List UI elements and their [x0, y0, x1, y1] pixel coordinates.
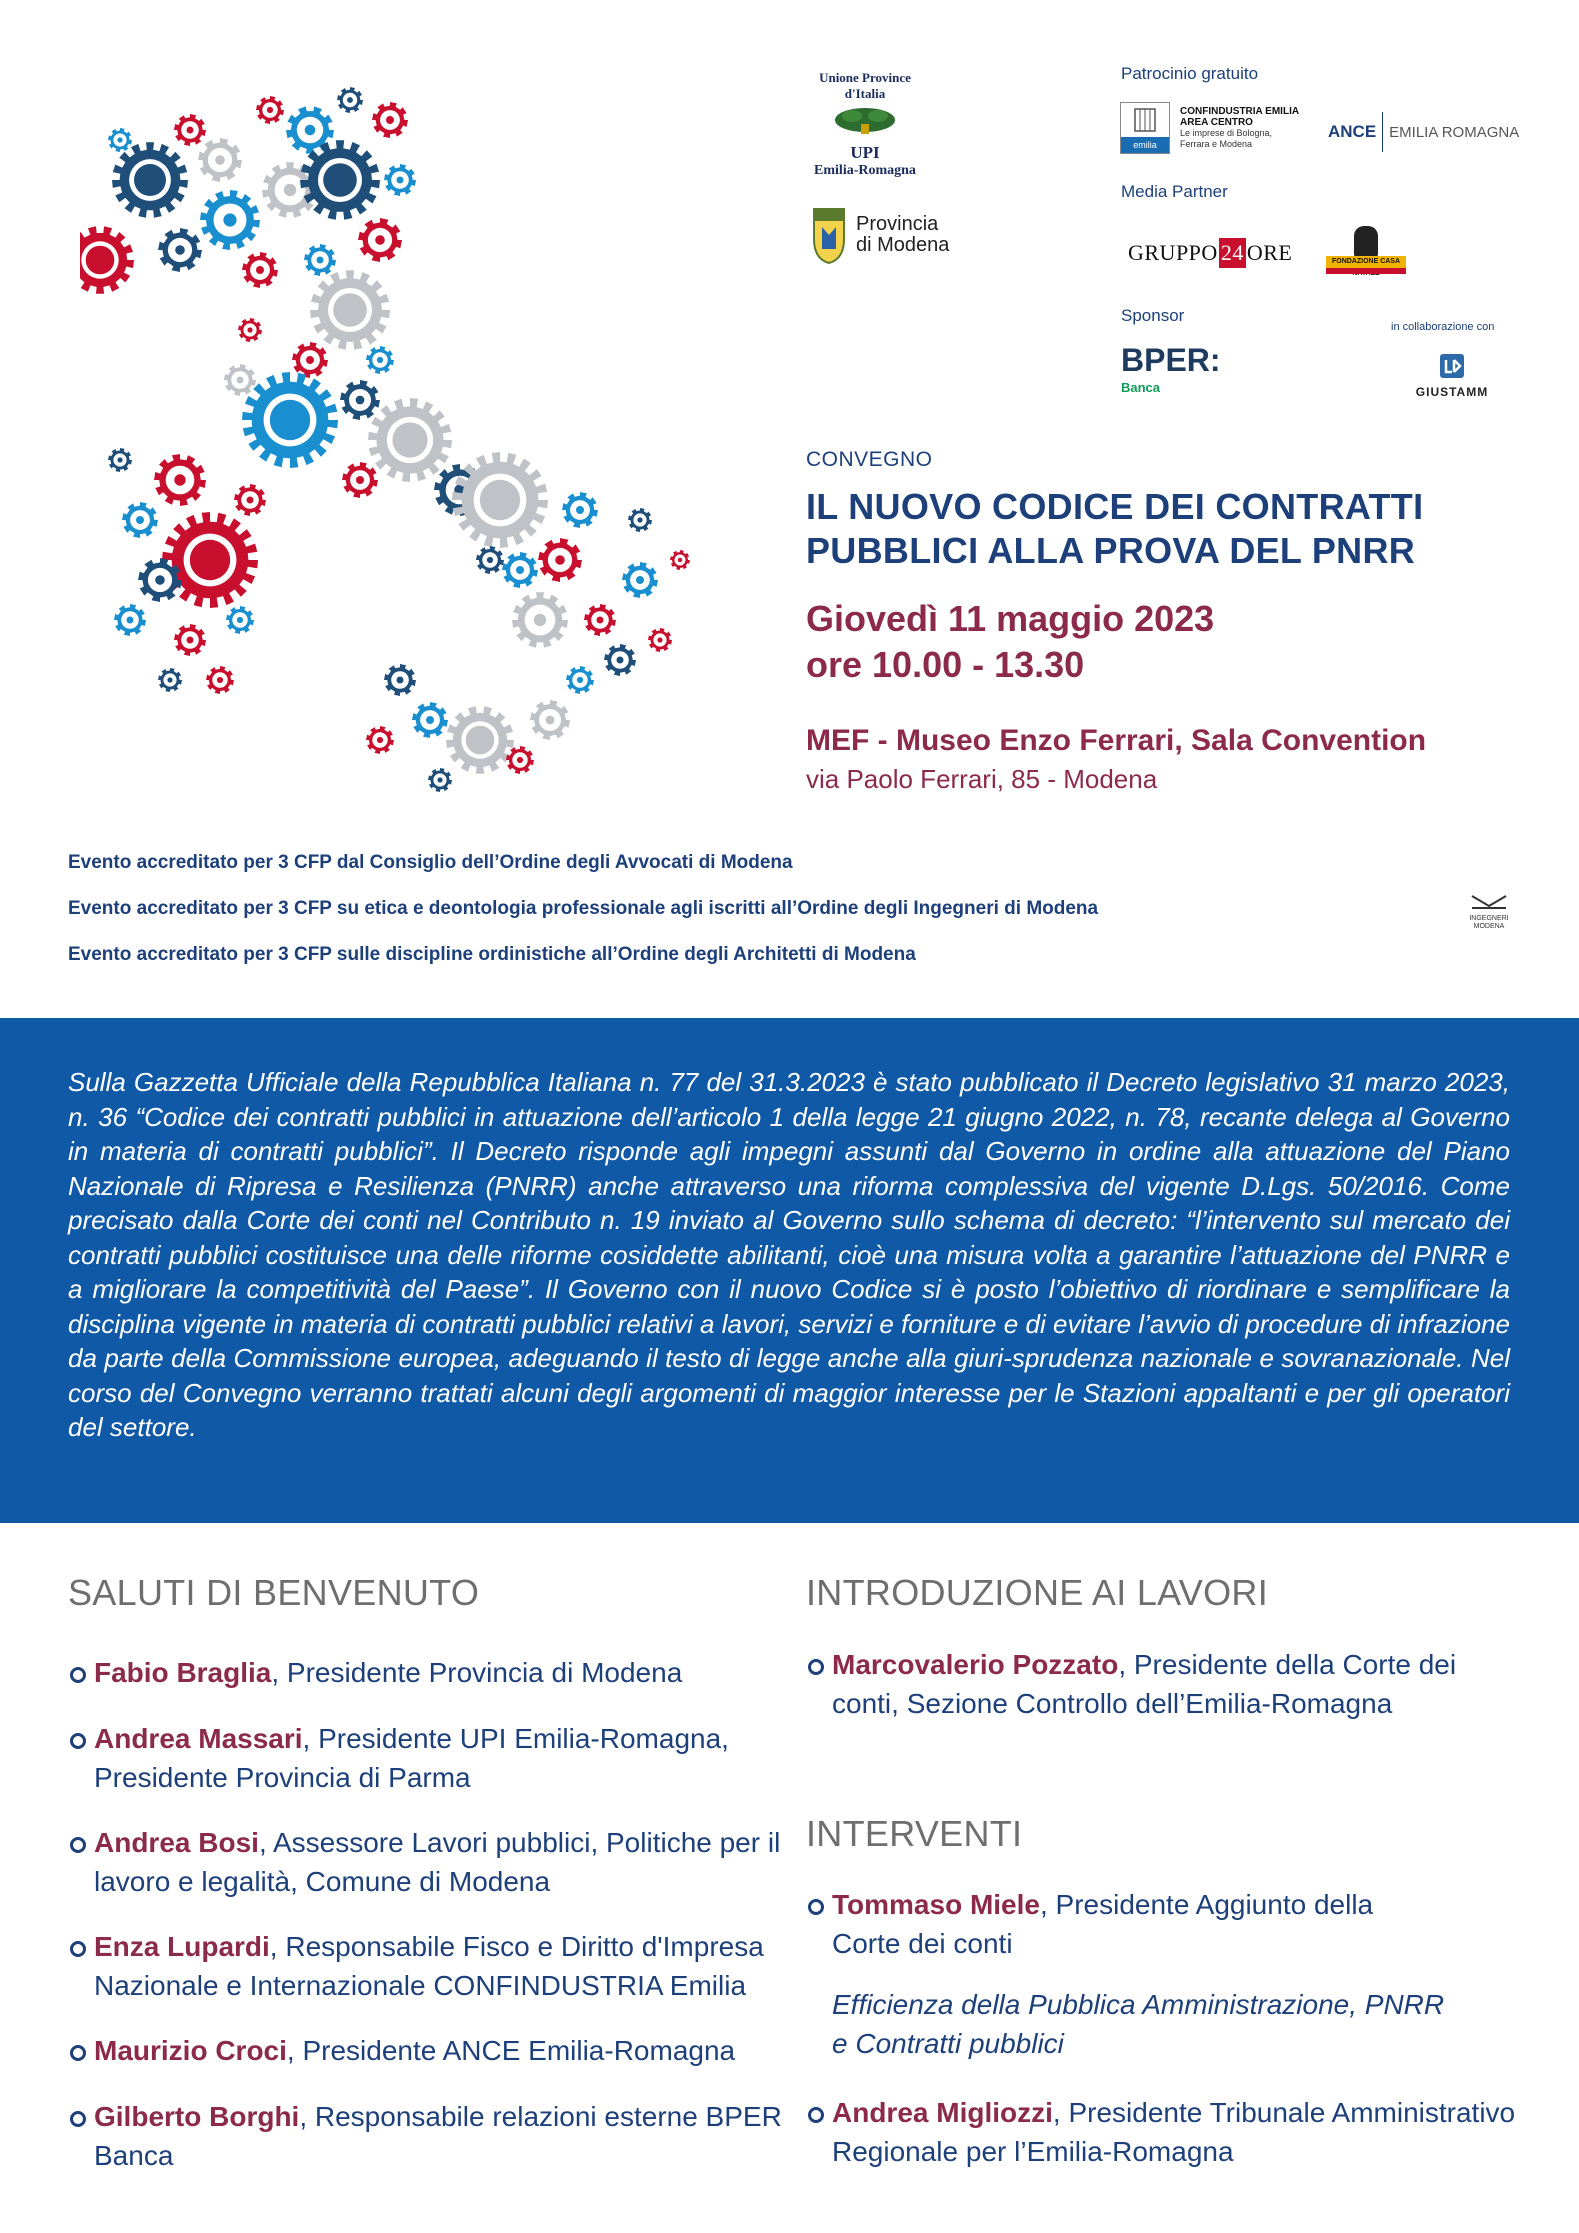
- speaker-item: [68, 2031, 788, 2070]
- speaker-role: , Presidente Provincia di Modena: [271, 1657, 683, 1688]
- confindustria-emblem-text: emilia: [1121, 137, 1169, 153]
- gear-icon: [292, 342, 328, 378]
- gruppo-text: GRUPPO: [1128, 240, 1218, 265]
- event-title-line2: PUBBLICI ALLA PROVA DEL PNRR: [806, 530, 1416, 571]
- event-kind: CONVEGNO: [806, 448, 933, 471]
- speaker-role: , Presidente ANCE Emilia-Romagna: [286, 2035, 736, 2066]
- ingegneri-line2: MODENA: [1473, 923, 1505, 930]
- gear-icon: [366, 726, 394, 754]
- ingegneri-mark-icon: [1470, 894, 1508, 910]
- accreditation-line: Evento accreditato per 3 CFP dal Consiglio dell’Ordine degli Avvocati di Modena: [68, 852, 793, 873]
- gear-icon: [566, 666, 594, 694]
- gear-icon: [114, 604, 146, 636]
- speaker-name: Andrea Massari: [94, 1723, 303, 1754]
- upi-name: UPI: [850, 143, 880, 162]
- gear-icon: [300, 140, 380, 220]
- gear-icon: [512, 592, 568, 647]
- speaker-name: Gilberto Borghi: [94, 2101, 300, 2132]
- gear-icon: [174, 624, 206, 656]
- confindustria-sub2: Ferrara e Modena: [1180, 139, 1253, 149]
- provincia-line2: di Modena: [856, 234, 950, 256]
- confindustria-emblem: [1120, 102, 1170, 154]
- gear-icon: [384, 164, 416, 196]
- gear-icon: [234, 484, 266, 516]
- confindustria-sub1: Le imprese di Bologna,: [1180, 128, 1273, 138]
- italy-gear-map: [80, 60, 760, 800]
- event-address: via Paolo Ferrari, 85 - Modena: [806, 764, 1158, 794]
- talk-topic: Efficienza della Pubblica Amministrazione, PNRR e Contratti pubblici: [832, 1989, 1445, 2059]
- gear-icon: [226, 606, 254, 634]
- speaker-name: Fabio Braglia: [94, 1657, 272, 1688]
- event-date: Giovedì 11 maggio 2023: [806, 598, 1215, 639]
- upi-region: Emilia-Romagna: [814, 163, 916, 178]
- ingegneri-line1: INGEGNERI: [1469, 915, 1509, 922]
- provincia-line1: Provincia: [856, 213, 939, 235]
- gear-icon: [412, 702, 448, 738]
- giustamm-name: GIUSTAMM: [1415, 385, 1489, 399]
- gear-icon: [446, 706, 514, 774]
- gear-icon: [122, 502, 158, 538]
- speaker-role: , Presidente della Corte dei conti, Sezione Controllo dell’Emilia-Romagna: [832, 1649, 1457, 1719]
- gear-icon: [174, 114, 206, 146]
- gear-icon: [108, 128, 132, 152]
- portrait-icon: [1354, 226, 1378, 258]
- confindustria-mark-icon: [1121, 103, 1169, 137]
- gruppo-24-ore-logo: [1128, 238, 1292, 268]
- confindustria-area: AREA CENTRO: [1180, 117, 1253, 128]
- gear-icon: [112, 142, 188, 218]
- giustamm-mark-icon: [1436, 352, 1468, 380]
- gear-icon: [452, 452, 548, 548]
- gear-icon: [80, 226, 134, 294]
- speaker-item: [806, 1885, 1446, 2063]
- speaker-item: [68, 1653, 788, 1692]
- laurel-icon: [830, 102, 900, 136]
- fondazione-stripe: [1326, 268, 1406, 274]
- gear-icon: [337, 87, 363, 113]
- gear-icon: [198, 138, 242, 182]
- confindustria-name: CONFINDUSTRIA EMILIA: [1180, 106, 1300, 117]
- gear-icon: [256, 96, 284, 124]
- gear-icon: [108, 448, 132, 472]
- collaboration-label: in collaborazione con: [1391, 321, 1495, 333]
- saluti-heading: SALUTI DI BENVENUTO: [68, 1572, 480, 1613]
- gear-icon: [628, 508, 652, 532]
- gear-icon: [372, 102, 408, 138]
- gear-icon: [242, 372, 338, 468]
- speaker-name: Andrea Migliozzi: [832, 2097, 1053, 2128]
- gear-icon: [358, 218, 402, 262]
- gear-icon: [342, 462, 378, 498]
- intro-band: [0, 1018, 1579, 1523]
- speaker-name: Tommaso Miele: [832, 1889, 1040, 1920]
- gear-icon: [304, 244, 336, 276]
- gruppo-24-text: 24: [1219, 238, 1246, 268]
- speaker-item: [68, 1823, 788, 1901]
- gear-icon: [648, 628, 672, 652]
- gruppo-ore-text: ORE: [1246, 240, 1293, 265]
- speaker-role: , Presidente UPI Emilia-Romagna, Presidente Provincia di Parma: [94, 1723, 729, 1793]
- gear-icon: [604, 644, 636, 676]
- bper-logo: BPER:: [1121, 342, 1221, 378]
- gear-icon: [310, 270, 390, 350]
- introduzione-heading: INTRODUZIONE AI LAVORI: [806, 1572, 1268, 1613]
- ance-name: ANCE: [1328, 122, 1377, 141]
- speaker-item: [806, 1645, 1526, 1723]
- interventi-heading: INTERVENTI: [806, 1813, 1023, 1854]
- gear-icon: [200, 190, 260, 250]
- bper-subtitle: Banca: [1121, 380, 1161, 395]
- gear-icon: [670, 550, 690, 570]
- speaker-name: Maurizio Croci: [94, 2035, 287, 2066]
- provincia-crest-icon: [810, 205, 848, 265]
- gear-icon: [502, 552, 538, 588]
- giustamm-logo: [1412, 352, 1492, 399]
- event-title: [806, 485, 1423, 573]
- gear-icon: [530, 700, 570, 740]
- gear-icon: [384, 664, 416, 696]
- gear-icon: [238, 318, 262, 342]
- ance-logo: [1328, 112, 1519, 152]
- provincia-modena-logo: [810, 205, 949, 265]
- gear-icon: [476, 546, 504, 574]
- speaker-name: Andrea Bosi: [94, 1827, 259, 1858]
- gear-icon: [622, 562, 658, 598]
- event-title-line1: IL NUOVO CODICE DEI CONTRATTI: [806, 486, 1424, 527]
- gear-icon: [538, 538, 582, 582]
- event-time: ore 10.00 - 13.30: [806, 644, 1085, 685]
- accreditation-line: Evento accreditato per 3 CFP sulle discipline ordinistiche all’Ordine degli Architetti di Modena: [68, 944, 916, 965]
- event-venue: MEF - Museo Enzo Ferrari, Sala Convention: [806, 724, 1427, 757]
- fondazione-logo: [1326, 226, 1406, 274]
- intro-text: Sulla Gazzetta Ufficiale della Repubblica Italiana n. 77 del 31.3.2023 è stato pubblicato il Decreto legislativo 31 marzo 2023, n. 36 “Codice dei contratti pubblici in attuazione dell’articolo 1 della legge 21 giugno 2022, n. 78, recante delega al Governo in materia di contratti pubblici”. Il Decreto risponde agli impegni assunti dal Governo in ordine alla attuazione del Piano Nazionale di Ripresa e Resilienza (PNRR) anche attraverso una riforma complessiva del vigente D.Lgs. 50/2016. Come precisato dalla Corte dei conti nel Contributo n. 19 inviato al Governo sullo schema di decreto: “l’intervento sul mercato dei contratti pubblici costituisce una delle riforme cosiddette abilitanti, cioè una misura volta a garantire l’attuazione del PNRR e a migliorare la competitività del Paese”. Il Governo con il nuovo Codice si è posto l’obiettivo di riordinare e semplificare la disciplina vigente in materia di contratti pubblici relativi a lavori, servizi e forniture e di evitare l’avvio di procedure di infrazione da parte della Commissione europea, adeguando il testo di legge anche alla giuri-sprudenza nazionale e sovranazionale. Nel corso del Convegno verranno trattati alcuni degli argomenti di maggior interesse per le Stazioni appaltanti e per gli operatori del settore.: [68, 1067, 1510, 1442]
- gear-icon: [162, 512, 258, 608]
- speaker-name: Marcovalerio Pozzato: [832, 1649, 1119, 1680]
- media-partner-label: Media Partner: [1121, 182, 1228, 201]
- gear-icon: [562, 492, 598, 528]
- speaker-item: [806, 2093, 1526, 2171]
- ance-region: EMILIA ROMAGNA: [1389, 123, 1520, 141]
- gear-icon: [224, 364, 256, 396]
- patrocinio-label: Patrocinio gratuito: [1121, 64, 1259, 83]
- upi-logo: [800, 70, 930, 179]
- gear-icon: [506, 746, 534, 774]
- gear-icon: [242, 252, 278, 288]
- speaker-role: , Presidente Tribunale Amministrativo Regionale per l’Emilia-Romagna: [832, 2097, 1516, 2167]
- gear-icon: [368, 398, 452, 482]
- confindustria-logo: [1120, 102, 1299, 154]
- speaker-item: [68, 1927, 788, 2005]
- gear-icon: [154, 454, 206, 506]
- gear-icon: [366, 346, 394, 374]
- speaker-role: , Responsabile Fisco e Diritto d'Impresa Nazionale e Internazionale CONFINDUSTRIA Emilia: [94, 1931, 764, 2001]
- speaker-item: [68, 2097, 788, 2175]
- speaker-name: Enza Lupardi: [94, 1931, 270, 1962]
- ingegneri-modena-logo: [1469, 894, 1509, 931]
- speaker-role: , Assessore Lavori pubblici, Politiche per il lavoro e legalità, Comune di Modena: [94, 1827, 781, 1897]
- speaker-item: [68, 1719, 788, 1797]
- ance-separator: [1382, 112, 1383, 152]
- gear-icon: [158, 668, 182, 692]
- accreditation-line: Evento accreditato per 3 CFP su etica e deontologia professionale agli iscritti all’Ordine degli Ingegneri di Modena: [68, 898, 1099, 919]
- event-date-block: [806, 596, 1214, 688]
- gear-icon: [584, 604, 616, 636]
- gear-icon: [158, 228, 202, 272]
- sponsor-label: Sponsor: [1121, 306, 1185, 325]
- gear-icon: [206, 666, 234, 694]
- fondazione-text: FONDAZIONE CASA: [1326, 256, 1406, 268]
- upi-arc-text: Unione Province d'Italia: [819, 70, 911, 101]
- speaker-role: , Presidente Aggiunto della Corte dei conti: [832, 1889, 1374, 1959]
- gear-icon: [428, 768, 452, 792]
- speaker-role: , Responsabile relazioni esterne BPER Banca: [94, 2101, 782, 2171]
- gear-icon: [340, 380, 380, 420]
